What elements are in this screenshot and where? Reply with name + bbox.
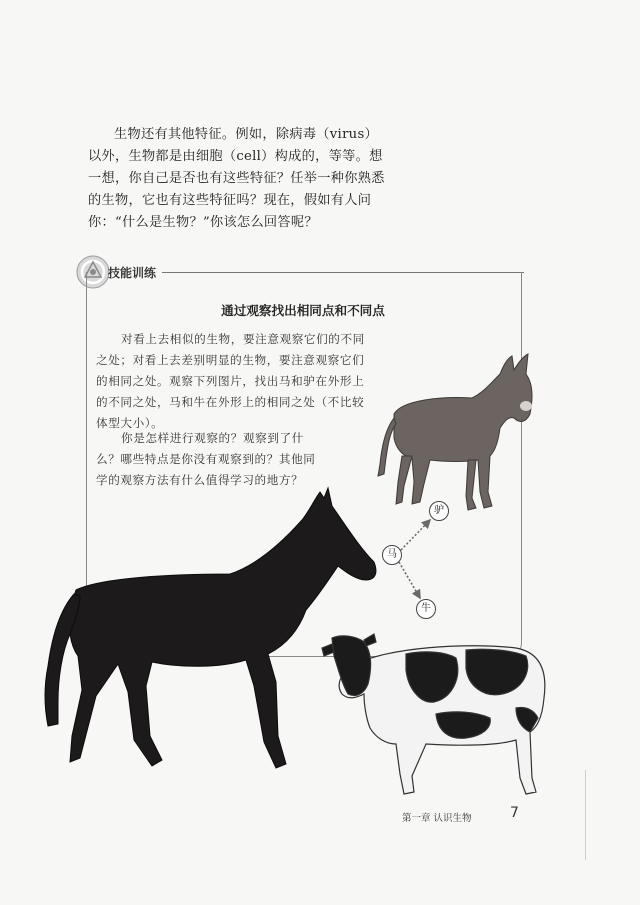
cow-node-label: 牛 [416, 599, 436, 619]
horse-node-label: 马 [382, 545, 402, 565]
skill-training-title: 通过观察找出相同点和不同点 [221, 303, 385, 318]
reflection-questions: 你是怎样进行观察的？观察到了什么？哪些特点是你没有观察到的？其他同学的观察方法有什么值得学习的地方？ [96, 431, 316, 487]
skill-training-label: 技能训练 [108, 266, 157, 280]
page-number: 7 [510, 805, 519, 821]
intro-paragraph: 生物还有其他特征。例如，除病毒（virus）以外，生物都是由细胞（cell）构成的，等等。想一想，你自己是否也有这些特征？任举一种你熟悉的生物，它也有这些特征吗？现在，假如有人问你：“什么是生物？”你该怎么回答呢？ [88, 127, 385, 230]
donkey-node-label: 驴 [429, 501, 449, 521]
observation-instructions: 对看上去相似的生物，要注意观察它们的不同之处；对看上去差别明显的生物，要注意观察它们的相同之处。观察下列图片，找出马和驴在外形上的不同之处，马和牛在外形上的相同之处（不比较体型大小）。 [96, 332, 365, 430]
chapter-footer: 第一章 认识生物 [402, 813, 472, 824]
scan-edge-line [585, 770, 586, 860]
